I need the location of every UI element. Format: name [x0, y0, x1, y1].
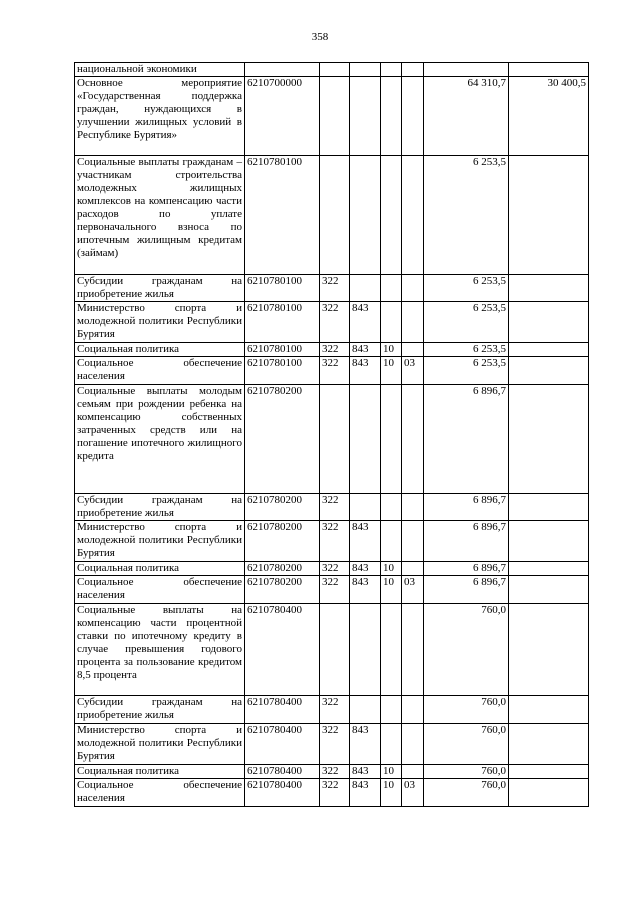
budget-table-body [75, 63, 589, 807]
row-section [381, 302, 402, 343]
table-row [75, 576, 589, 604]
row-expense-type: 322 [320, 696, 350, 724]
row-subsection [402, 343, 424, 357]
row-amount-2 [509, 343, 589, 357]
row-section: 10 [381, 576, 402, 604]
row-amount-1: 6 253,5 [424, 357, 509, 385]
row-ministry-code: 843 [350, 521, 381, 562]
row-amount-2 [509, 562, 589, 576]
row-ministry-code: 843 [350, 765, 381, 779]
row-name: Социальная политика [75, 562, 245, 576]
table-row [75, 724, 589, 765]
row-subsection [402, 302, 424, 343]
table-row [75, 765, 589, 779]
row-target-code: 6210780400 [245, 604, 320, 696]
row-ministry-code [350, 385, 381, 494]
row-subsection [402, 494, 424, 521]
row-expense-type [320, 604, 350, 696]
row-section [381, 521, 402, 562]
row-amount-1: 6 896,7 [424, 562, 509, 576]
row-ministry-code [350, 77, 381, 156]
row-ministry-code: 843 [350, 302, 381, 343]
row-amount-1: 6 896,7 [424, 494, 509, 521]
row-target-code: 6210700000 [245, 77, 320, 156]
table-row [75, 521, 589, 562]
row-section [381, 494, 402, 521]
row-subsection [402, 63, 424, 77]
row-amount-2 [509, 696, 589, 724]
row-target-code: 6210780200 [245, 494, 320, 521]
row-expense-type [320, 63, 350, 77]
row-section: 10 [381, 343, 402, 357]
row-name: Министерство спорта и молодежной политики Республики Бурятия [75, 724, 245, 765]
row-amount-1: 6 253,5 [424, 302, 509, 343]
row-amount-2 [509, 385, 589, 494]
row-amount-1: 760,0 [424, 765, 509, 779]
row-expense-type: 322 [320, 275, 350, 302]
row-amount-2: 30 400,5 [509, 77, 589, 156]
row-expense-type [320, 156, 350, 275]
table-row [75, 63, 589, 77]
row-target-code: 6210780400 [245, 779, 320, 807]
row-target-code: 6210780200 [245, 521, 320, 562]
row-ministry-code: 843 [350, 724, 381, 765]
row-subsection [402, 385, 424, 494]
row-ministry-code [350, 63, 381, 77]
row-ministry-code [350, 696, 381, 724]
row-expense-type [320, 77, 350, 156]
row-target-code: 6210780100 [245, 156, 320, 275]
row-target-code: 6210780100 [245, 343, 320, 357]
row-ministry-code [350, 275, 381, 302]
table-row [75, 302, 589, 343]
row-amount-2 [509, 521, 589, 562]
row-ministry-code [350, 156, 381, 275]
row-section: 10 [381, 779, 402, 807]
row-amount-1 [424, 63, 509, 77]
row-amount-1: 760,0 [424, 724, 509, 765]
row-amount-2 [509, 779, 589, 807]
row-amount-1: 760,0 [424, 604, 509, 696]
row-target-code: 6210780200 [245, 576, 320, 604]
row-expense-type: 322 [320, 302, 350, 343]
table-row [75, 779, 589, 807]
row-amount-1: 6 253,5 [424, 156, 509, 275]
row-ministry-code: 843 [350, 779, 381, 807]
row-expense-type: 322 [320, 765, 350, 779]
table-row [75, 357, 589, 385]
row-expense-type: 322 [320, 562, 350, 576]
row-expense-type: 322 [320, 724, 350, 765]
row-subsection [402, 724, 424, 765]
row-amount-1: 6 896,7 [424, 576, 509, 604]
table-row [75, 385, 589, 494]
row-amount-1: 760,0 [424, 696, 509, 724]
row-ministry-code: 843 [350, 562, 381, 576]
row-expense-type [320, 385, 350, 494]
row-name: Социальная политика [75, 343, 245, 357]
row-expense-type: 322 [320, 779, 350, 807]
row-name: Социальные выплаты гражданам – участникам строительства молодежных жилищных комплексов на компенсацию части расходов по уплате первоначального взноса по ипотечным жилищным кредитам (займам) [75, 156, 245, 275]
row-name: Министерство спорта и молодежной политики Республики Бурятия [75, 302, 245, 343]
row-target-code: 6210780400 [245, 765, 320, 779]
row-ministry-code [350, 494, 381, 521]
row-subsection [402, 696, 424, 724]
row-amount-1: 6 253,5 [424, 343, 509, 357]
row-subsection [402, 156, 424, 275]
row-expense-type: 322 [320, 494, 350, 521]
row-expense-type: 322 [320, 521, 350, 562]
row-section: 10 [381, 765, 402, 779]
row-section [381, 63, 402, 77]
row-amount-1: 760,0 [424, 779, 509, 807]
row-subsection: 03 [402, 357, 424, 385]
row-amount-2 [509, 302, 589, 343]
row-section: 10 [381, 357, 402, 385]
row-amount-2 [509, 724, 589, 765]
row-expense-type: 322 [320, 576, 350, 604]
table-row [75, 343, 589, 357]
row-section [381, 385, 402, 494]
row-amount-1: 64 310,7 [424, 77, 509, 156]
row-ministry-code: 843 [350, 343, 381, 357]
row-name: Социальная политика [75, 765, 245, 779]
table-row [75, 77, 589, 156]
row-amount-2 [509, 576, 589, 604]
page-number: 358 [311, 31, 329, 43]
row-name: национальной экономики [75, 63, 245, 77]
row-section [381, 724, 402, 765]
table-row [75, 275, 589, 302]
table-row [75, 156, 589, 275]
row-section [381, 275, 402, 302]
row-amount-2 [509, 156, 589, 275]
row-subsection [402, 765, 424, 779]
row-name: Социальные выплаты молодым семьям при рождении ребенка на компенсацию собственных затраченных средств или на погашение ипотечного жилищного кредита [75, 385, 245, 494]
row-amount-2 [509, 63, 589, 77]
row-target-code: 6210780400 [245, 696, 320, 724]
budget-table [74, 62, 589, 807]
row-amount-2 [509, 604, 589, 696]
row-subsection [402, 275, 424, 302]
row-subsection [402, 521, 424, 562]
row-ministry-code: 843 [350, 357, 381, 385]
row-name: Социальные выплаты на компенсацию части процентной ставки по ипотечному кредиту в случае превышения годового процента за пользование кредитом 8,5 процента [75, 604, 245, 696]
row-section [381, 156, 402, 275]
row-amount-2 [509, 357, 589, 385]
row-name: Субсидии гражданам на приобретение жилья [75, 275, 245, 302]
row-target-code: 6210780200 [245, 385, 320, 494]
row-subsection [402, 562, 424, 576]
row-target-code: 6210780100 [245, 275, 320, 302]
table-row [75, 494, 589, 521]
row-section [381, 604, 402, 696]
row-ministry-code: 843 [350, 576, 381, 604]
row-target-code: 6210780400 [245, 724, 320, 765]
row-name: Социальное обеспечение населения [75, 779, 245, 807]
row-name: Основное мероприятие «Государственная поддержка граждан, нуждающихся в улучшении жилищных условий в Республике Бурятия» [75, 77, 245, 156]
table-row [75, 562, 589, 576]
row-section [381, 696, 402, 724]
row-section: 10 [381, 562, 402, 576]
table-row [75, 696, 589, 724]
row-subsection: 03 [402, 576, 424, 604]
row-subsection: 03 [402, 779, 424, 807]
row-subsection [402, 604, 424, 696]
row-subsection [402, 77, 424, 156]
row-target-code: 6210780100 [245, 302, 320, 343]
row-ministry-code [350, 604, 381, 696]
row-amount-2 [509, 275, 589, 302]
row-name: Министерство спорта и молодежной политики Республики Бурятия [75, 521, 245, 562]
row-target-code: 6210780100 [245, 357, 320, 385]
row-name: Социальное обеспечение населения [75, 357, 245, 385]
row-amount-1: 6 896,7 [424, 521, 509, 562]
row-target-code [245, 63, 320, 77]
row-name: Субсидии гражданам на приобретение жилья [75, 696, 245, 724]
row-amount-2 [509, 765, 589, 779]
row-amount-2 [509, 494, 589, 521]
row-amount-1: 6 253,5 [424, 275, 509, 302]
row-target-code: 6210780200 [245, 562, 320, 576]
row-name: Социальное обеспечение населения [75, 576, 245, 604]
row-expense-type: 322 [320, 343, 350, 357]
row-expense-type: 322 [320, 357, 350, 385]
row-amount-1: 6 896,7 [424, 385, 509, 494]
table-row [75, 604, 589, 696]
row-name: Субсидии гражданам на приобретение жилья [75, 494, 245, 521]
row-section [381, 77, 402, 156]
